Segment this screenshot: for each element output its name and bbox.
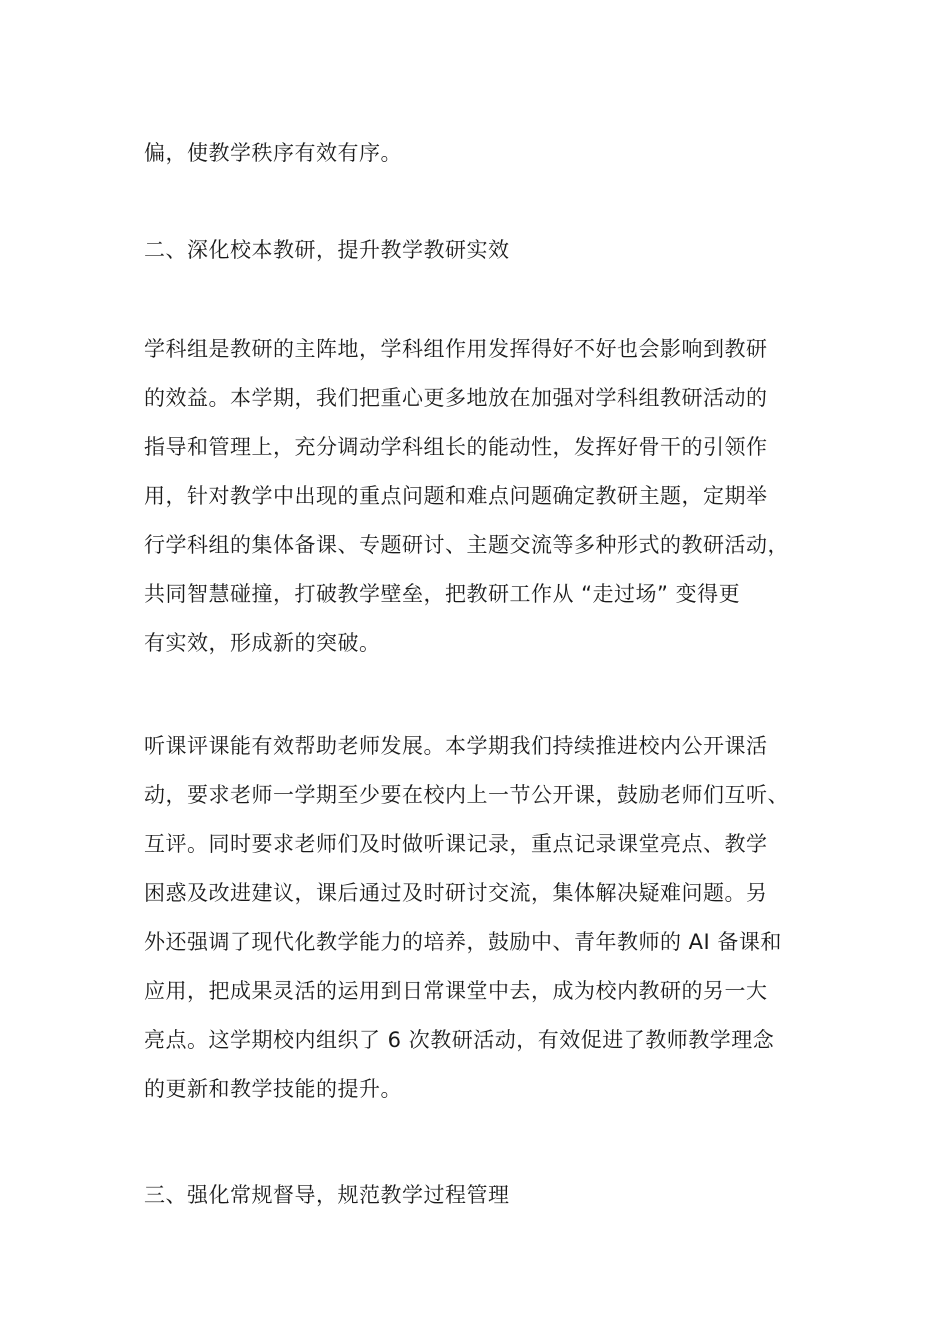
paragraph-line: 共同智慧碰撞，打破教学壁垒，把教研工作从 “走过场” 变得更 — [144, 582, 741, 606]
section-3-heading: 三、强化常规督导，规范教学过程管理 — [144, 1183, 510, 1207]
paragraph-line: 动，要求老师一学期至少要在校内上一节公开课，鼓励老师们互听、 — [144, 783, 789, 807]
paragraph-line: 的效益。本学期，我们把重心更多地放在加强对学科组教研活动的 — [144, 386, 768, 410]
section-2-heading: 二、深化校本教研，提升教学教研实效 — [144, 238, 510, 262]
paragraph-line: 指导和管理上，充分调动学科组长的能动性，发挥好骨干的引领作 — [144, 435, 768, 459]
intro-tail-text: 偏，使教学秩序有效有序。 — [144, 141, 402, 165]
paragraph-line: 亮点。这学期校内组织了 6 次教研活动，有效促进了教师教学理念 — [144, 1028, 775, 1052]
paragraph-line: 有实效，形成新的突破。 — [144, 631, 381, 655]
paragraph-line: 学科组是教研的主阵地，学科组作用发挥得好不好也会影响到教研 — [144, 337, 768, 361]
paragraph-line: 听课评课能有效帮助老师发展。本学期我们持续推进校内公开课活 — [144, 734, 768, 758]
paragraph-line: 困惑及改进建议，课后通过及时研讨交流，集体解决疑难问题。另 — [144, 881, 768, 905]
paragraph-line: 外还强调了现代化教学能力的培养，鼓励中、青年教师的 AI 备课和 — [144, 930, 782, 954]
paragraph-line: 用，针对教学中出现的重点问题和难点问题确定教研主题，定期举 — [144, 484, 768, 508]
paragraph-line: 的更新和教学技能的提升。 — [144, 1077, 402, 1101]
paragraph-line: 行学科组的集体备课、专题研讨、主题交流等多种形式的教研活动， — [144, 533, 789, 557]
paragraph-line: 互评。同时要求老师们及时做听课记录，重点记录课堂亮点、教学 — [144, 832, 768, 856]
paragraph-line: 应用，把成果灵活的运用到日常课堂中去，成为校内教研的另一大 — [144, 979, 768, 1003]
